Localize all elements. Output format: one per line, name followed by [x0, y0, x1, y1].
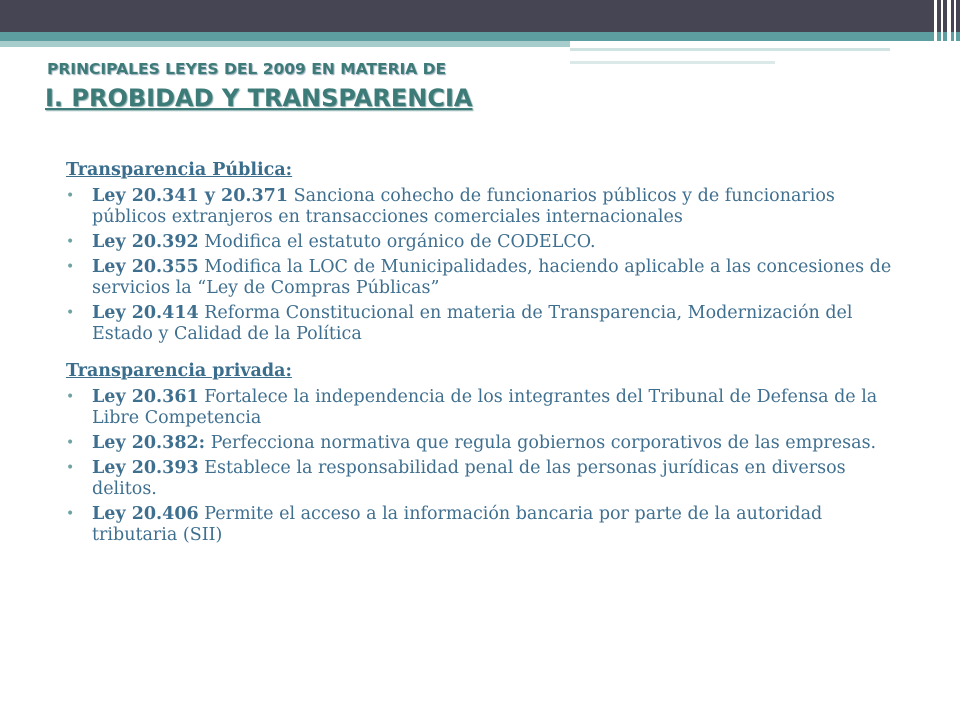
section-private [66, 361, 896, 546]
bullet-icon: • [66, 389, 75, 405]
law-number: Ley 20.393 [92, 458, 199, 478]
list-item [66, 186, 896, 228]
list-item [66, 303, 896, 345]
list-item [66, 504, 896, 546]
law-number: Ley 20.414 [92, 303, 199, 323]
slide-supertitle: PRINCIPALES LEYES DEL 2009 EN MATERIA DE [47, 60, 447, 78]
law-number: Ley 20.392 [92, 232, 199, 252]
law-description: Modifica el estatuto orgánico de CODELCO. [198, 232, 596, 252]
law-description: Establece la responsabilidad penal de las personas jurídicas en diversos delitos. [92, 458, 846, 499]
law-description: Fortalece la independencia de los integrantes del Tribunal de Defensa de la Libre Competencia [92, 387, 878, 428]
slide-body [66, 160, 896, 550]
section-public [66, 160, 896, 345]
bullet-icon: • [66, 188, 75, 204]
list-item [66, 433, 896, 454]
law-description: Sanciona cohecho de funcionarios públicos y de funcionarios públicos extranjeros en transacciones comerciales internacionales [92, 186, 835, 227]
section-heading: Transparencia Pública: [66, 160, 293, 180]
decor-line-lower [570, 61, 775, 64]
bullet-icon: • [66, 234, 75, 250]
bullet-icon: • [66, 435, 75, 451]
list-item [66, 257, 896, 299]
teal-stripe [0, 32, 960, 41]
bullet-icon: • [66, 460, 75, 476]
law-number: Ley 20.406 [92, 504, 199, 524]
bullet-icon: • [66, 259, 75, 275]
law-list [66, 186, 896, 345]
bullet-icon: • [66, 506, 75, 522]
law-list [66, 387, 896, 546]
law-description: Perfecciona normativa que regula gobiernos corporativos de las empresas. [205, 433, 877, 453]
vertical-stripes-decor [930, 0, 960, 60]
bullet-icon: • [66, 305, 75, 321]
top-banner [0, 0, 960, 32]
light-teal-stripe [0, 41, 570, 47]
law-description: Permite el acceso a la información bancaria por parte de la autoridad tributaria (SII) [92, 504, 823, 545]
law-number: Ley 20.382: [92, 433, 206, 453]
section-heading: Transparencia privada: [66, 361, 292, 381]
decor-line-upper [570, 48, 890, 51]
list-item [66, 232, 896, 253]
slide-title: I. PROBIDAD Y TRANSPARENCIA [45, 84, 473, 112]
law-description: Reforma Constitucional en materia de Transparencia, Modernización del Estado y Calidad de la Política [92, 303, 853, 344]
list-item [66, 387, 896, 429]
law-number: Ley 20.341 y 20.371 [92, 186, 289, 206]
law-description: Modifica la LOC de Municipalidades, haciendo aplicable a las concesiones de servicios la “Ley de Compras Públicas” [92, 257, 892, 298]
list-item [66, 458, 896, 500]
law-number: Ley 20.355 [92, 257, 199, 277]
law-number: Ley 20.361 [92, 387, 199, 407]
